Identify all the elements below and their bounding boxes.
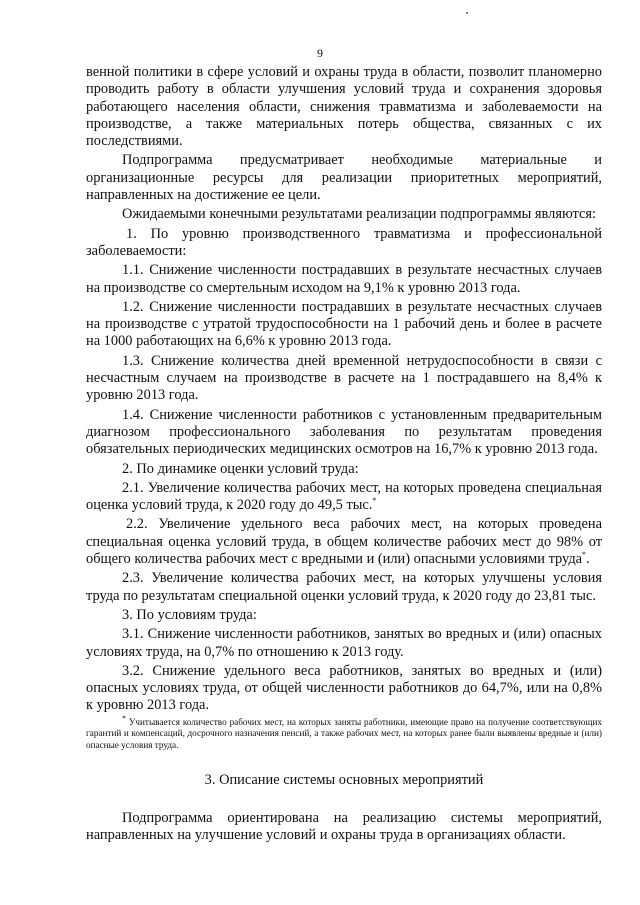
document-body bbox=[86, 64, 602, 845]
footnote-mark: * bbox=[582, 550, 587, 560]
section-title: 3. Описание системы основных мероприятий bbox=[204, 771, 484, 788]
paragraph-item-1-3: 1.3. Снижение количества дней временной нетрудоспособности в связи с несчастным случаем на производстве в расчете на 1 пострадавшего на 8,4% к уровню 2013 года. bbox=[86, 352, 602, 404]
paragraph-item-2-2-end: . bbox=[586, 551, 590, 568]
footnote-text: Учитывается количество рабочих мест, на которых заняты работники, имеющие право на получение соответствующих гарантий и компенсаций, досрочного назначения пенсий, а также рабочих мест, на которых ранее были выявлены вредные и (или) опасные условия труда. bbox=[86, 716, 602, 750]
paragraph-item-2-1-text: 2.1. Увеличение количества рабочих мест, на которых проведена специальная оценка условий труда, к 2020 году до 49,5 тыс. bbox=[86, 479, 602, 514]
paragraph-item-3-1: 3.1. Снижение численности работников, занятых во вредных и (или) опасных условиях труда, на 0,7% по отношению к 2013 году. bbox=[86, 626, 602, 660]
footnote-mark: * bbox=[372, 496, 377, 506]
paragraph-item-2: 2. По динамике оценки условий труда: bbox=[122, 460, 359, 477]
paragraph-item-2-3: 2.3. Увеличение количества рабочих мест, на которых улучшены условия труда по результатам специальной оценки условий труда, к 2020 году до 23,81 тыс. bbox=[86, 570, 602, 604]
paragraph-item-2-1 bbox=[86, 480, 602, 515]
paragraph-item-1-1: 1.1. Снижение численности пострадавших в результате несчастных случаев на производстве со смертельным исходом на 9,1% к уровню 2013 года. bbox=[86, 262, 602, 296]
paragraph-item-3: 3. По условиям труда: bbox=[122, 606, 257, 623]
footnote-mark: * bbox=[122, 713, 126, 723]
paragraph-subprogram-focus: Подпрограмма ориентирована на реализацию системы мероприятий, направленных на улучшение условий и охраны труда в организациях области. bbox=[86, 809, 602, 844]
paragraph-item-1-2: 1.2. Снижение численности пострадавших в результате несчастных случаев на производстве с утратой трудоспособности на 1 рабочий день и более в расчете на 1000 работающих на 6,6% к уровню 2013 года. bbox=[86, 298, 602, 350]
paragraph-item-2-2-text: 2.2. Увеличение удельного веса рабочих мест, на которых проведена специальная оценка условий труда, в общем количестве рабочих мест до 98% от общего количества рабочих мест с вредными и (или) опасными условиями труда bbox=[86, 516, 602, 568]
paragraph-item-1-4: 1.4. Снижение численности работников с установленным предварительным диагнозом профессионального заболевания по результатам проведения обязательных периодических медицинских осмотров на 16,7% к уровню 2013 года. bbox=[86, 406, 602, 458]
paragraph-resources: Подпрограмма предусматривает необходимые материальные и организационные ресурсы для реализации приоритетных мероприятий, направленных на достижение ее цели. bbox=[86, 152, 602, 204]
paragraph-item-3-2: 3.2. Снижение удельного веса работников, занятых во вредных и (или) опасных условиях труда, от общей численности работников до 64,7%, или на 0,8% к уровню 2013 года. bbox=[86, 662, 602, 714]
paragraph-item-1: 1. По уровню производственного травматизма и профессиональной заболеваемости: bbox=[86, 225, 602, 259]
paragraph-item-2-2 bbox=[86, 516, 602, 568]
page-number: 9 bbox=[317, 46, 323, 60]
scan-speck bbox=[466, 12, 468, 14]
paragraph-continuation: венной политики в сфере условий и охраны труда в области, позволит планомерно проводить работу в области улучшения условий труда и сохранения здоровья работающего населения области, снижения травматизма и заболеваемости на производстве, а также материальных потерь общества, связанных с их последствиями. bbox=[86, 64, 602, 150]
paragraph-expected-results: Ожидаемыми конечными результатами реализации подпрограммы являются: bbox=[122, 206, 596, 223]
footnote bbox=[86, 713, 602, 751]
